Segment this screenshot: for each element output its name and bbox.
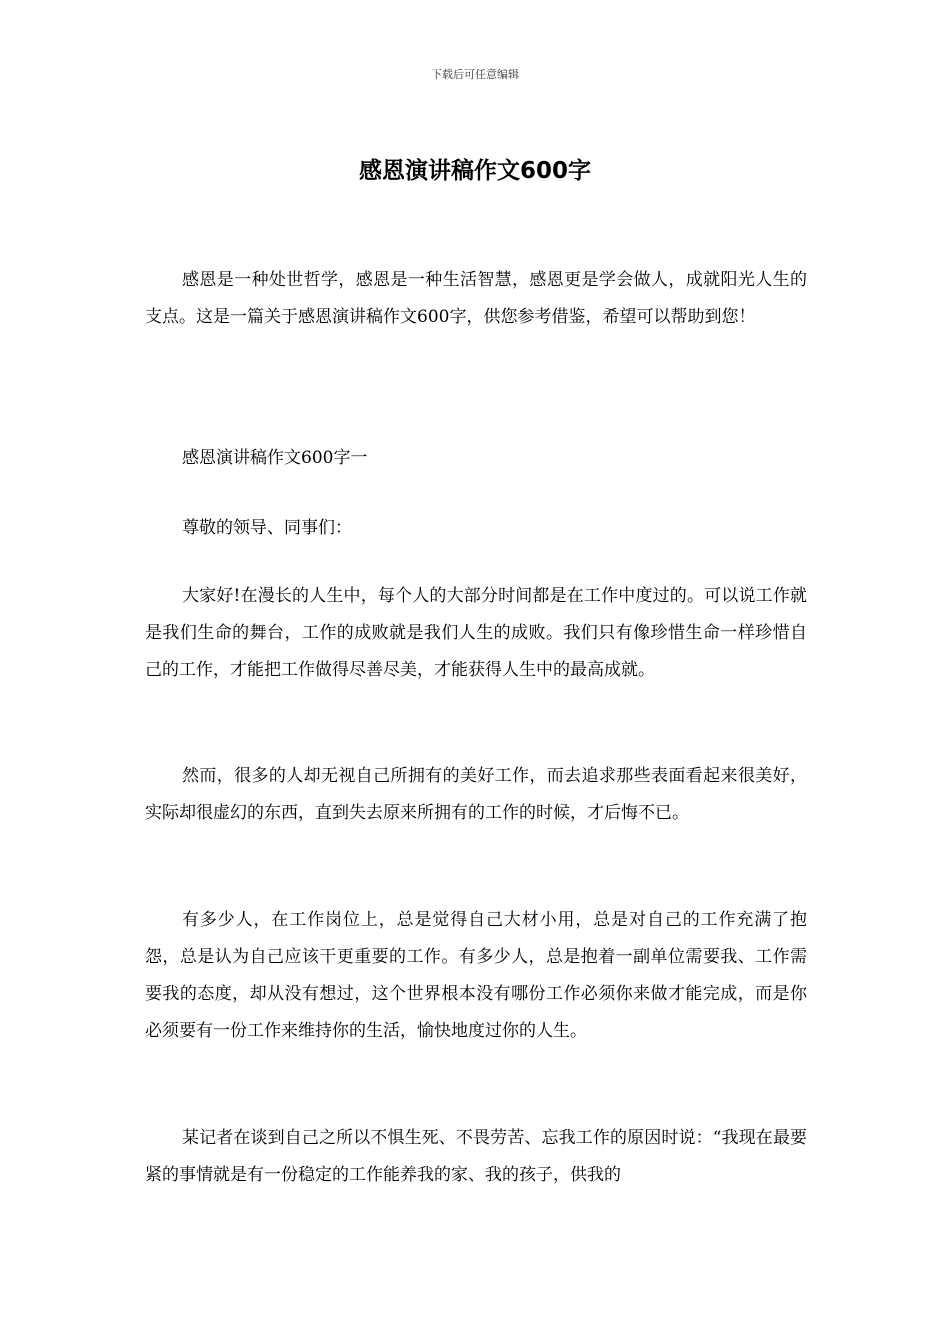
header-note: 下载后可任意编辑 <box>431 68 519 81</box>
body-paragraph: 然而，很多的人却无视自己所拥有的美好工作，而去追求那些表面看起来很美好，实际却很虚幻的东西，直到失去原来所拥有的工作的时候，才后悔不已。 <box>145 766 807 823</box>
section-heading: 感恩演讲稿作文600字一 <box>182 448 368 468</box>
intro-paragraph: 感恩是一种处世哲学，感恩是一种生活智慧，感恩更是学会做人，成就阳光人生的支点。这是一篇关于感恩演讲稿作文600字，供您参考借鉴，希望可以帮助到您！ <box>145 270 807 327</box>
body-paragraph: 大家好!在漫长的人生中，每个人的大部分时间都是在工作中度过的。可以说工作就是我们生命的舞台，工作的成败就是我们人生的成败。我们只有像珍惜生命一样珍惜自己的工作，才能把工作做得尽善尽美，才能获得人生中的最高成就。 <box>145 586 807 680</box>
document-title: 感恩演讲稿作文600字 <box>358 158 591 184</box>
body-paragraph: 有多少人，在工作岗位上，总是觉得自己大材小用，总是对自己的工作充满了抱怨，总是认为自己应该干更重要的工作。有多少人，总是抱着一副单位需要我、工作需要我的态度，却从没有想过，这个世界根本没有哪份工作必须你来做才能完成，而是你必须要有一份工作来维持你的生活，愉快地度过你的人生。 <box>145 910 807 1041</box>
body-paragraph: 某记者在谈到自己之所以不惧生死、不畏劳苦、忘我工作的原因时说：“我现在最要紧的事情就是有一份稳定的工作能养我的家、我的孩子，供我的 <box>145 1128 807 1185</box>
greeting-line: 尊敬的领导、同事们： <box>182 518 352 538</box>
